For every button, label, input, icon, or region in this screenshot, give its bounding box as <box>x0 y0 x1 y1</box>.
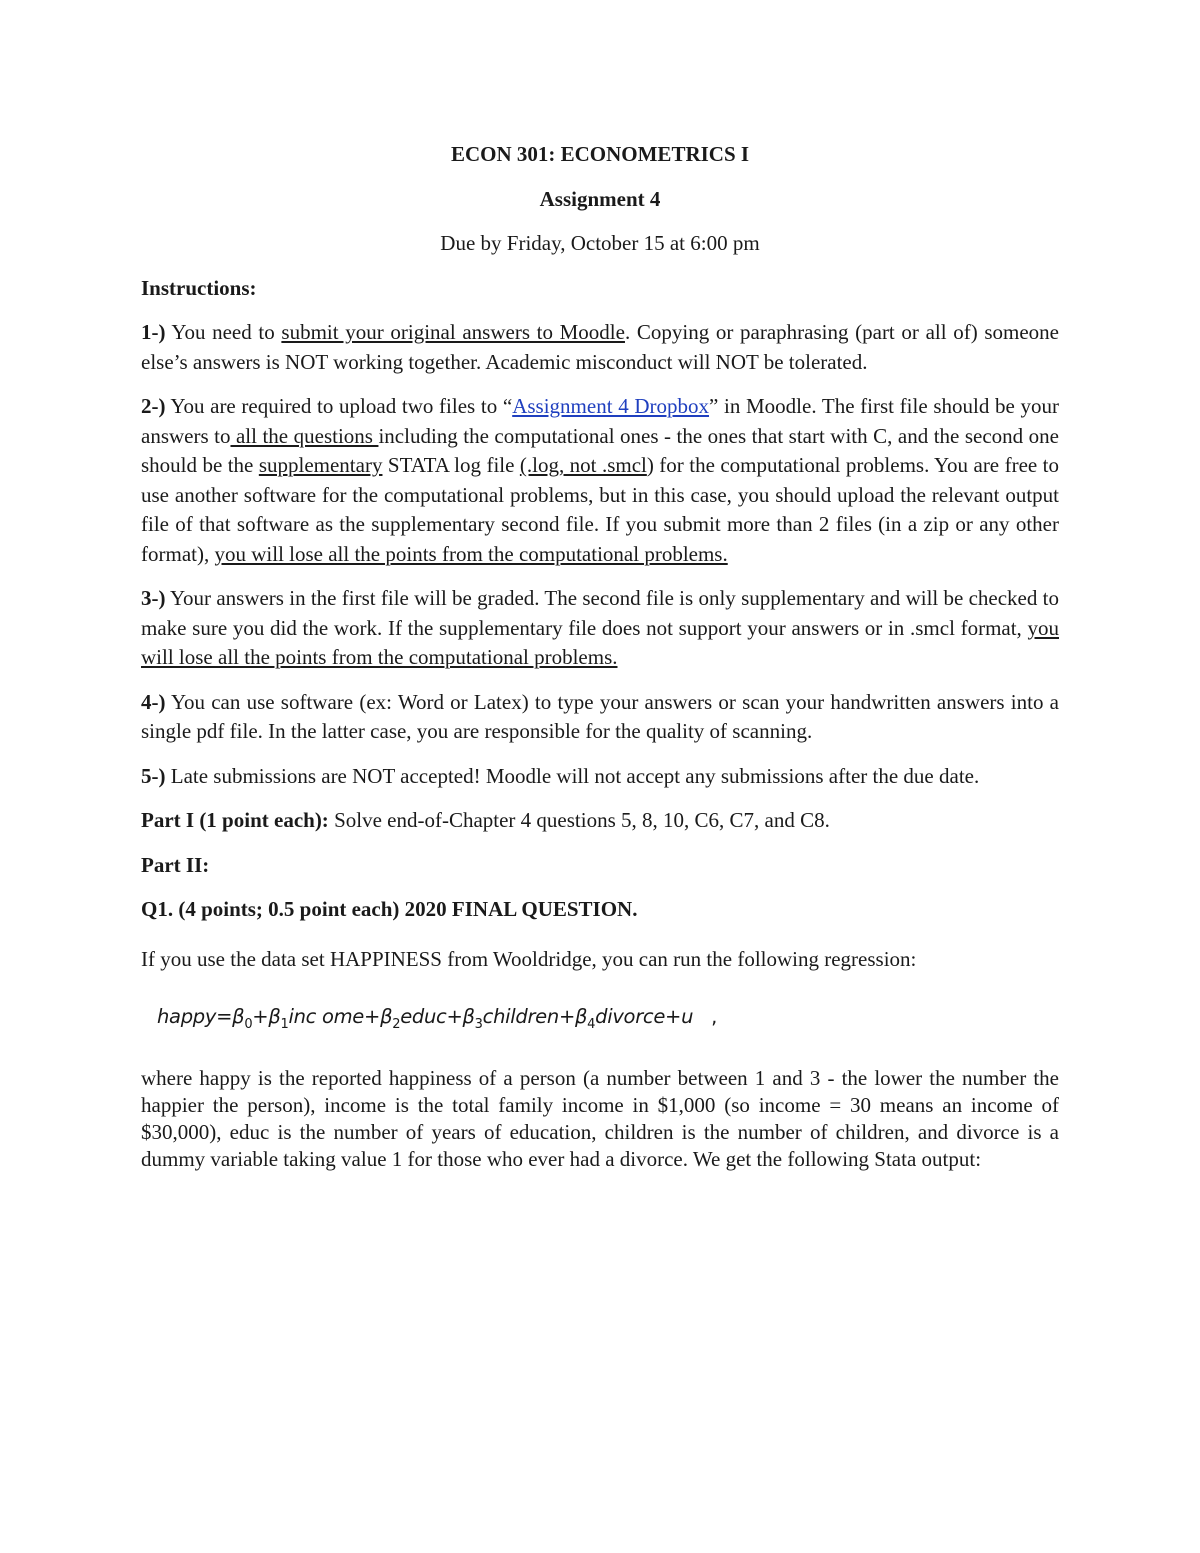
assignment-title: Assignment 4 <box>539 186 661 211</box>
eq-divorce: divorce <box>595 1005 666 1028</box>
eq-sub-1: 1 <box>280 1016 289 1032</box>
instruction-3-underlined: you will lose all the points from the computational problems. <box>141 615 1059 669</box>
eq-beta-1: β <box>268 1005 281 1028</box>
instruction-1-underlined: submit your original answers to Moodle <box>281 320 625 344</box>
instruction-2-text-e: ) for the computational problems. You are free to use another software for the computational problems, but in this case, you should upload the relevant output file of that software as the supplementary second file. If you submit more than 2 files (in a zip or any other format), <box>141 453 1059 566</box>
instruction-1-text-b: . Copying or paraphrasing (part or all of) someone else’s answers is NOT working together. Academic misconduct will NOT be tolerated. <box>141 320 1060 374</box>
instructions-heading: Instructions: <box>141 275 257 300</box>
question-1-intro: If you use the data set HAPPINESS from Wooldridge, you can run the following regression: <box>141 946 917 971</box>
part-1-label: Part I (1 point each): <box>141 808 329 832</box>
eq-plus: + <box>665 1005 682 1028</box>
instruction-3 <box>141 584 1059 673</box>
eq-equals: = <box>216 1005 233 1028</box>
question-1-heading <box>141 895 1059 925</box>
eq-sub-0: 0 <box>244 1016 253 1032</box>
instruction-4-text: You can use software (ex: Word or Latex) to type your answers or scan your handwritten answers into a single pdf file. In the latter case, you are responsible for the quality of scanning. <box>141 689 1059 743</box>
instruction-1-text-a: You need to <box>165 320 282 344</box>
instruction-2-text-c: including the computational ones - the ones that start with C, and the second one should be the <box>141 423 1059 477</box>
eq-sub-3: 3 <box>474 1016 483 1032</box>
instruction-4-number: 4-) <box>141 689 166 714</box>
part-2-label: Part II: <box>141 852 210 877</box>
document-page <box>141 140 1059 1173</box>
eq-educ: educ <box>400 1005 447 1028</box>
instruction-5-number: 5-) <box>141 763 166 788</box>
instruction-1 <box>141 318 1059 377</box>
question-1-description: where happy is the reported happiness of a person (a number between 1 and 3 - the lower the number the happier the person), income is the total family income in $1,000 (so income = 30 means an income of $30,000), educ is the number of years of education, children is the number of children, and divorce is a dummy variable taking value 1 for those who ever had a divorce. We get the following Stata output: <box>141 1066 1059 1172</box>
question-1-title: Q1. (4 points; 0.5 point each) 2020 FINAL QUESTION. <box>141 897 638 921</box>
instruction-3-number: 3-) <box>141 586 166 610</box>
eq-plus: + <box>558 1005 575 1028</box>
eq-beta-4: β <box>574 1005 588 1028</box>
instruction-5 <box>141 762 1059 792</box>
instruction-2-number: 2-) <box>141 394 166 418</box>
instruction-3-text: Your answers in the first file will be graded. The second file is only supplementary and will be checked to make sure you did the work. If the supplementary file does not support your answers or in .smcl format, <box>141 586 1059 640</box>
instruction-2-text-b: ” in Moodle. The first file should be your answers to <box>141 394 1059 448</box>
instruction-2-text-d: STATA log file <box>382 453 520 477</box>
instruction-5-text: Late submissions are NOT accepted! Moodle will not accept any submissions after the due date. <box>165 763 980 788</box>
dropbox-link[interactable]: Assignment 4 Dropbox <box>512 394 710 418</box>
eq-error-term: u <box>681 1005 694 1028</box>
instruction-2-underlined-b: supplementary <box>258 453 383 477</box>
eq-comma: , <box>711 1005 718 1028</box>
instruction-2-underlined-d: you will lose all the points from the computational problems. <box>214 541 728 566</box>
instruction-2-underlined-a: all the questions <box>230 423 379 448</box>
eq-sub-4: 4 <box>587 1016 596 1032</box>
eq-beta-2: β <box>380 1005 393 1028</box>
instruction-1-number: 1-) <box>141 320 166 344</box>
eq-beta-0: β <box>232 1005 245 1028</box>
regression-equation <box>157 1002 1059 1039</box>
eq-children: children <box>482 1005 559 1028</box>
part-2 <box>141 851 1059 881</box>
eq-plus: + <box>364 1005 381 1028</box>
eq-lhs: happy <box>157 1005 217 1028</box>
eq-plus: + <box>252 1005 269 1028</box>
due-date: Due by Friday, October 15 at 6:00 pm <box>440 231 760 255</box>
instruction-2-underlined-c: (.log, not .smcl <box>519 453 647 477</box>
eq-plus: + <box>446 1005 463 1028</box>
instruction-4 <box>141 688 1059 747</box>
part-1 <box>141 806 1059 836</box>
part-1-text: Solve end-of-Chapter 4 questions 5, 8, 10, C6, C7, and C8. <box>328 808 830 832</box>
instruction-2-text-a: You are required to upload two files to “ <box>165 394 513 418</box>
instruction-2 <box>141 392 1059 569</box>
eq-sub-2: 2 <box>392 1016 401 1032</box>
eq-income: inc ome <box>288 1005 365 1028</box>
course-title: ECON 301: ECONOMETRICS I <box>450 142 750 166</box>
eq-beta-3: β <box>462 1005 475 1028</box>
